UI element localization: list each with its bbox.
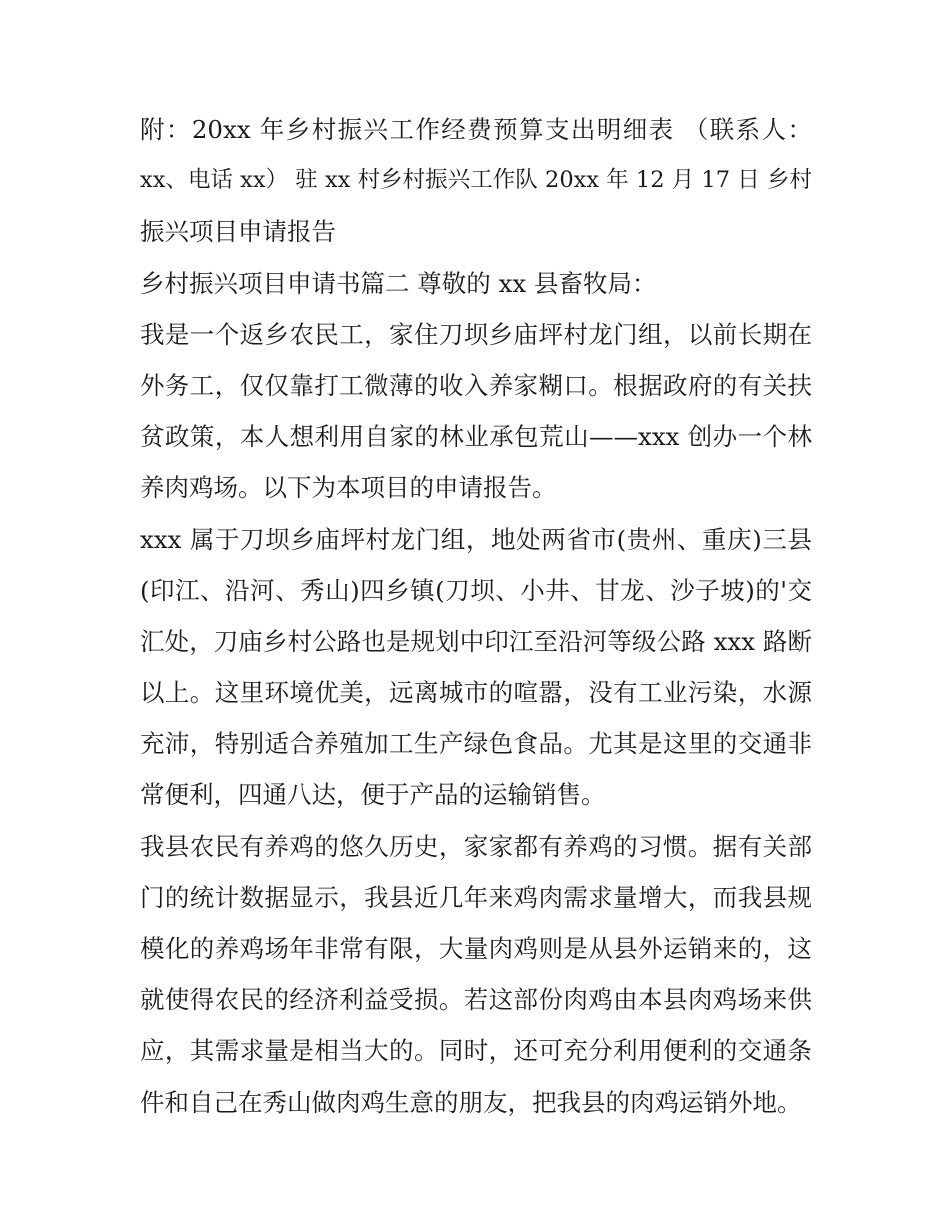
text-line: xxx 属于刀坝乡庙坪村龙门组，地处两省市(贵州、重庆)三县: [140, 524, 812, 554]
text-line: 振兴项目申请报告: [140, 217, 336, 247]
text-line: 应，其需求量是相当大的。同时，还可充分利用便利的交通条: [140, 1036, 812, 1066]
text-line: 外务工，仅仅靠打工微薄的收入养家糊口。根据政府的有关扶: [140, 370, 812, 400]
text-line: 我县农民有养鸡的悠久历史，家家都有养鸡的习惯。据有关部: [140, 831, 812, 861]
text-line: (印江、沿河、秀山)四乡镇(刀坝、小井、甘龙、沙子坡)的'交: [140, 575, 812, 605]
text-line: 我是一个返乡农民工，家住刀坝乡庙坪村龙门组，以前长期在: [140, 319, 812, 349]
text-line: 充沛，特别适合养殖加工生产绿色食品。尤其是这里的交通非: [140, 729, 812, 759]
text-line: 常便利，四通八达，便于产品的运输销售。: [140, 780, 606, 810]
text-line: 件和自己在秀山做肉鸡生意的朋友，把我县的肉鸡运销外地。: [140, 1087, 802, 1117]
text-line: 模化的养鸡场年非常有限，大量肉鸡则是从县外运销来的，这: [140, 934, 812, 963]
text-line: 就使得农民的经济利益受损。若这部份肉鸡由本县肉鸡场来供: [140, 985, 812, 1015]
text-line: 乡村振兴项目申请书篇二 尊敬的 xx 县畜牧局：: [140, 268, 657, 298]
text-line: 汇处，刀庙乡村公路也是规划中印江至沿河等级公路 xxx 路断: [140, 626, 812, 656]
text-line: 以上。这里环境优美，远离城市的喧嚣，没有工业污染，水源: [140, 678, 812, 708]
text-line: 附：20xx 年乡村振兴工作经费预算支出明细表 （联系人：: [140, 115, 812, 144]
text-line: xx、电话 xx） 驻 xx 村乡村振兴工作队 20xx 年 12 月 17 日 乡村: [140, 167, 812, 194]
text-line: 门的统计数据显示，我县近几年来鸡肉需求量增大，而我县规: [140, 882, 812, 912]
text-line: 养肉鸡场。以下为本项目的申请报告。: [140, 473, 557, 503]
text-line: 贫政策，本人想利用自家的林业承包荒山——xxx 创办一个林: [140, 422, 812, 452]
document-body: [140, 104, 812, 1128]
